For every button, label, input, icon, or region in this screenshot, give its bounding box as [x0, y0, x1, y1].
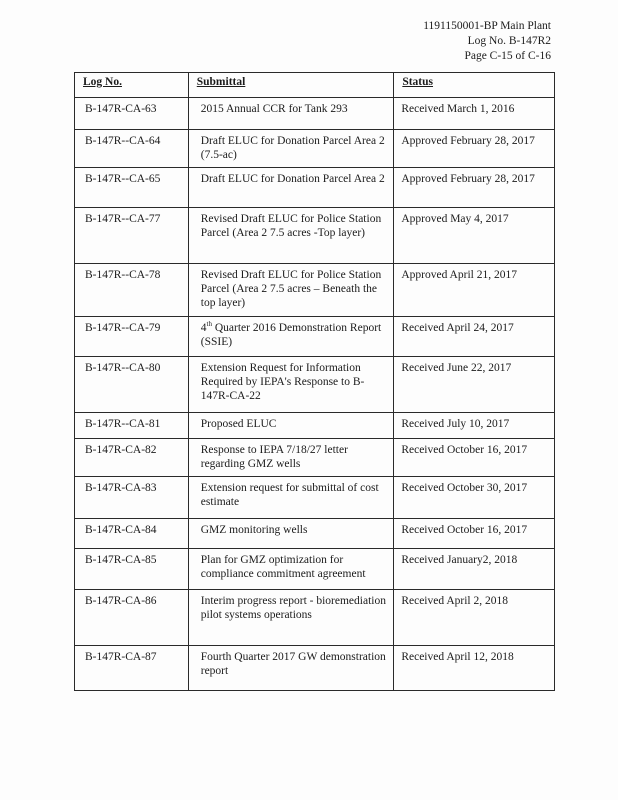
status-cell: Received March 1, 2016 [394, 98, 555, 130]
submittal-cell: 2015 Annual CCR for Tank 293 [188, 98, 394, 130]
table-row [75, 317, 555, 357]
submittal-cell: Draft ELUC for Donation Parcel Area 2 [188, 168, 394, 208]
status-cell: Received October 30, 2017 [394, 477, 555, 519]
status-cell: Received April 24, 2017 [394, 317, 555, 357]
table-row [75, 413, 555, 439]
facility-id: 1191150001-BP Main Plant [423, 20, 551, 32]
submittal-cell: Extension request for submittal of cost estimate [188, 477, 394, 519]
log-no-cell: B-147R-CA-84 [75, 519, 189, 549]
log-no-cell: B-147R--CA-80 [75, 357, 189, 413]
page-header [423, 19, 551, 64]
submittal-log-table [74, 72, 555, 691]
status-cell: Approved April 21, 2017 [394, 264, 555, 317]
status-cell: Received June 22, 2017 [394, 357, 555, 413]
submittal-cell: Response to IEPA 7/18/27 letter regarding GMZ wells [188, 439, 394, 477]
table-row [75, 357, 555, 413]
table-row [75, 590, 555, 646]
column-header-submittal: Submittal [188, 73, 394, 98]
log-no-cell: B-147R-CA-82 [75, 439, 189, 477]
submittal-cell: Revised Draft ELUC for Police Station Parcel (Area 2 7.5 acres -Top layer) [188, 208, 394, 264]
table-header-row [75, 73, 555, 98]
table-row [75, 130, 555, 168]
table-row [75, 264, 555, 317]
submittal-cell: Fourth Quarter 2017 GW demonstration report [188, 646, 394, 691]
log-no-cell: B-147R--CA-78 [75, 264, 189, 317]
submittal-cell: Extension Request for Information Required by IEPA's Response to B-147R-CA-22 [188, 357, 394, 413]
submittal-cell [188, 317, 394, 357]
status-cell: Received October 16, 2017 [394, 439, 555, 477]
table-row [75, 477, 555, 519]
status-cell: Received April 2, 2018 [394, 590, 555, 646]
status-cell: Approved February 28, 2017 [394, 130, 555, 168]
log-no-cell: B-147R--CA-65 [75, 168, 189, 208]
log-no-cell: B-147R--CA-81 [75, 413, 189, 439]
submittal-cell: Draft ELUC for Donation Parcel Area 2 (7.5-ac) [188, 130, 394, 168]
status-cell: Approved May 4, 2017 [394, 208, 555, 264]
status-cell: Received July 10, 2017 [394, 413, 555, 439]
table-row [75, 208, 555, 264]
table-row [75, 98, 555, 130]
table-row [75, 549, 555, 590]
log-number: Log No. B-147R2 [467, 35, 551, 47]
log-no-cell: B-147R--CA-77 [75, 208, 189, 264]
log-no-cell: B-147R--CA-64 [75, 130, 189, 168]
submittal-cell: Interim progress report - bioremediation pilot systems operations [188, 590, 394, 646]
table-row [75, 646, 555, 691]
submittal-cell: Proposed ELUC [188, 413, 394, 439]
table-row [75, 439, 555, 477]
log-no-cell: B-147R-CA-86 [75, 590, 189, 646]
submittal-cell: Plan for GMZ optimization for compliance commitment agreement [188, 549, 394, 590]
ordinal-suffix: th [206, 320, 212, 329]
column-header-status: Status [394, 73, 555, 98]
quarter-number: 4 [200, 322, 207, 334]
status-cell: Received January2, 2018 [394, 549, 555, 590]
submittal-cell: GMZ monitoring wells [188, 519, 394, 549]
column-header-log-no: Log No. [75, 73, 189, 98]
log-no-cell: B-147R-CA-87 [75, 646, 189, 691]
submittal-cell: Revised Draft ELUC for Police Station Parcel (Area 2 7.5 acres – Beneath the top layer) [188, 264, 394, 317]
log-no-cell: B-147R--CA-79 [75, 317, 189, 357]
submittal-text: Quarter 2016 Demonstration Report (SSIE) [200, 322, 382, 348]
log-no-cell: B-147R-CA-85 [75, 549, 189, 590]
table-row [75, 168, 555, 208]
table-row [75, 519, 555, 549]
status-cell: Received April 12, 2018 [394, 646, 555, 691]
status-cell: Approved February 28, 2017 [394, 168, 555, 208]
status-cell: Received October 16, 2017 [394, 519, 555, 549]
log-no-cell: B-147R-CA-83 [75, 477, 189, 519]
page-number: Page C-15 of C-16 [464, 50, 551, 62]
log-no-cell: B-147R-CA-63 [75, 98, 189, 130]
